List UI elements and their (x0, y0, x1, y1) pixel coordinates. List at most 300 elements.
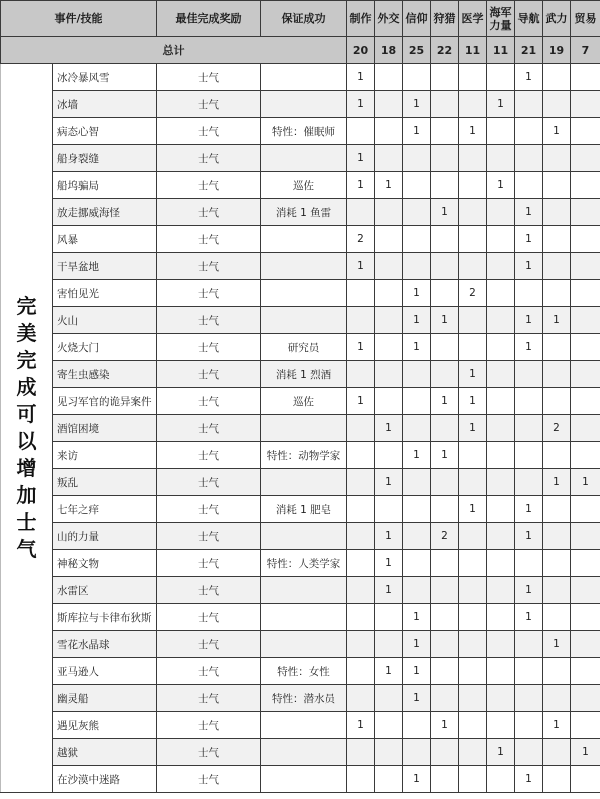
skill-value (543, 685, 571, 712)
skill-value (515, 685, 543, 712)
best-reward: 士气 (157, 172, 261, 199)
skill-value (543, 280, 571, 307)
skill-value: 1 (459, 496, 487, 523)
skill-value (375, 361, 403, 388)
skill-value: 1 (515, 523, 543, 550)
best-reward: 士气 (157, 334, 261, 361)
skill-value: 1 (375, 469, 403, 496)
header-event: 事件/技能 (1, 1, 157, 37)
table-row (1, 361, 600, 388)
skill-value (487, 550, 515, 577)
skill-value (347, 496, 375, 523)
skill-value (459, 226, 487, 253)
skill-value (571, 631, 600, 658)
skill-value (403, 172, 431, 199)
header-skill: 制作 (347, 1, 375, 37)
skill-value (543, 253, 571, 280)
skill-value: 1 (515, 577, 543, 604)
skill-value (543, 334, 571, 361)
total-value: 18 (375, 37, 403, 64)
skill-value (431, 550, 459, 577)
event-name: 在沙漠中迷路 (53, 766, 157, 793)
guarantee: 特性：潜水员 (261, 685, 347, 712)
skill-value (347, 658, 375, 685)
skill-value (403, 577, 431, 604)
skill-value (487, 415, 515, 442)
event-name: 见习军官的诡异案件 (53, 388, 157, 415)
skill-value: 1 (431, 199, 459, 226)
skill-value (543, 172, 571, 199)
skill-value (543, 199, 571, 226)
skill-value (459, 523, 487, 550)
best-reward: 士气 (157, 577, 261, 604)
guarantee: 研究员 (261, 334, 347, 361)
skill-value (487, 118, 515, 145)
skill-value (459, 712, 487, 739)
skill-value (431, 64, 459, 91)
skill-value (571, 172, 600, 199)
skill-value (543, 658, 571, 685)
skill-value (571, 334, 600, 361)
skill-value (431, 361, 459, 388)
table-row (1, 631, 600, 658)
guarantee: 特性：女性 (261, 658, 347, 685)
event-name: 病态心智 (53, 118, 157, 145)
header-reward: 最佳完成奖励 (157, 1, 261, 37)
skill-value (543, 388, 571, 415)
skill-value (347, 577, 375, 604)
skill-value (375, 631, 403, 658)
skill-value (347, 118, 375, 145)
event-name: 寄生虫感染 (53, 361, 157, 388)
skill-value (375, 604, 403, 631)
skill-value: 1 (403, 91, 431, 118)
skill-value (375, 712, 403, 739)
skill-value (403, 145, 431, 172)
skill-value (571, 496, 600, 523)
guarantee (261, 631, 347, 658)
skill-value (347, 604, 375, 631)
skill-value (403, 712, 431, 739)
header-skill: 导航 (515, 1, 543, 37)
best-reward: 士气 (157, 388, 261, 415)
skill-value (459, 334, 487, 361)
best-reward: 士气 (157, 658, 261, 685)
skill-value (375, 685, 403, 712)
event-name: 干旱盆地 (53, 253, 157, 280)
skill-value (571, 145, 600, 172)
skill-value: 1 (543, 307, 571, 334)
guarantee (261, 604, 347, 631)
skill-value (515, 118, 543, 145)
best-reward: 士气 (157, 253, 261, 280)
skill-value (459, 442, 487, 469)
event-name: 害怕见光 (53, 280, 157, 307)
skill-value (459, 469, 487, 496)
guarantee (261, 253, 347, 280)
event-name: 酒馆困境 (53, 415, 157, 442)
skill-value (543, 361, 571, 388)
table-row (1, 523, 600, 550)
skill-value (347, 280, 375, 307)
skill-value (487, 226, 515, 253)
skill-value (375, 91, 403, 118)
skill-value: 1 (571, 469, 600, 496)
event-name: 雪花水晶球 (53, 631, 157, 658)
skill-value (347, 307, 375, 334)
table-row (1, 199, 600, 226)
skill-value: 1 (543, 712, 571, 739)
table-row (1, 685, 600, 712)
best-reward: 士气 (157, 631, 261, 658)
best-reward: 士气 (157, 712, 261, 739)
header-skill: 贸易 (571, 1, 600, 37)
skill-value (515, 631, 543, 658)
table-row (1, 658, 600, 685)
skill-value (487, 334, 515, 361)
skill-value: 1 (403, 334, 431, 361)
table-row (1, 577, 600, 604)
skill-value: 1 (375, 550, 403, 577)
skill-value (487, 388, 515, 415)
skill-value: 1 (403, 766, 431, 793)
best-reward: 士气 (157, 361, 261, 388)
skill-value (571, 199, 600, 226)
skill-value (375, 307, 403, 334)
guarantee: 巡佐 (261, 172, 347, 199)
skill-value (431, 685, 459, 712)
skill-value (459, 172, 487, 199)
skill-value (571, 766, 600, 793)
skill-value: 1 (375, 172, 403, 199)
guarantee (261, 415, 347, 442)
skill-value (459, 307, 487, 334)
skill-value: 1 (375, 577, 403, 604)
skill-value (459, 91, 487, 118)
guarantee (261, 577, 347, 604)
best-reward: 士气 (157, 496, 261, 523)
best-reward: 士气 (157, 415, 261, 442)
best-reward: 士气 (157, 280, 261, 307)
skill-value: 1 (347, 388, 375, 415)
skill-value (459, 739, 487, 766)
skill-value: 1 (459, 415, 487, 442)
skill-value (543, 145, 571, 172)
guarantee (261, 145, 347, 172)
header-skill: 信仰 (403, 1, 431, 37)
skill-value: 1 (515, 496, 543, 523)
skill-value (543, 226, 571, 253)
best-reward: 士气 (157, 550, 261, 577)
skill-value (459, 658, 487, 685)
skill-value (375, 253, 403, 280)
table-row (1, 415, 600, 442)
skill-value (459, 577, 487, 604)
skill-value: 1 (543, 631, 571, 658)
skill-value (431, 604, 459, 631)
guarantee: 特性：催眠师 (261, 118, 347, 145)
skill-value: 1 (459, 388, 487, 415)
skill-value (487, 658, 515, 685)
skill-value (431, 226, 459, 253)
skill-value: 1 (515, 334, 543, 361)
total-value: 20 (347, 37, 375, 64)
header-row (1, 1, 600, 37)
skill-value (543, 442, 571, 469)
skill-value (403, 415, 431, 442)
skill-value (347, 442, 375, 469)
total-value: 11 (487, 37, 515, 64)
table-row (1, 91, 600, 118)
skill-value: 1 (487, 739, 515, 766)
table-row (1, 496, 600, 523)
skill-value (571, 415, 600, 442)
skill-value (487, 496, 515, 523)
total-value: 21 (515, 37, 543, 64)
skill-value (487, 307, 515, 334)
table-row (1, 739, 600, 766)
header-skill (487, 1, 515, 37)
event-name: 冰墙 (53, 91, 157, 118)
event-name: 船坞骗局 (53, 172, 157, 199)
best-reward: 士气 (157, 64, 261, 91)
best-reward: 士气 (157, 91, 261, 118)
skill-value: 1 (375, 415, 403, 442)
best-reward: 士气 (157, 604, 261, 631)
skill-value (347, 469, 375, 496)
skill-value (571, 307, 600, 334)
skill-value (543, 64, 571, 91)
skill-value: 1 (403, 442, 431, 469)
skill-value (571, 658, 600, 685)
event-name: 遇见灰熊 (53, 712, 157, 739)
event-name: 幽灵船 (53, 685, 157, 712)
skill-value (347, 523, 375, 550)
best-reward: 士气 (157, 685, 261, 712)
skill-value (375, 199, 403, 226)
skill-value: 1 (347, 91, 375, 118)
skill-value (347, 739, 375, 766)
skill-value: 1 (431, 712, 459, 739)
skill-value: 2 (347, 226, 375, 253)
skill-value (487, 712, 515, 739)
skill-value (403, 388, 431, 415)
skill-value (571, 712, 600, 739)
skill-value: 1 (431, 307, 459, 334)
skill-value (571, 118, 600, 145)
skill-value (487, 766, 515, 793)
header-skill-label: 海军力量 (489, 5, 512, 32)
skill-value (375, 280, 403, 307)
skill-value (515, 415, 543, 442)
event-name: 火山 (53, 307, 157, 334)
best-reward: 士气 (157, 199, 261, 226)
skill-value (487, 253, 515, 280)
skill-value: 1 (543, 469, 571, 496)
total-value: 11 (459, 37, 487, 64)
guarantee (261, 64, 347, 91)
skill-value (571, 577, 600, 604)
table-row (1, 388, 600, 415)
skill-value: 1 (515, 226, 543, 253)
skill-value (515, 658, 543, 685)
skill-value (543, 739, 571, 766)
skill-value (431, 496, 459, 523)
skill-value (515, 361, 543, 388)
skill-value (543, 496, 571, 523)
guarantee (261, 307, 347, 334)
skill-value (403, 64, 431, 91)
skill-value: 1 (403, 604, 431, 631)
skill-value (403, 226, 431, 253)
guarantee: 特性：动物学家 (261, 442, 347, 469)
skill-value: 1 (347, 334, 375, 361)
skill-value (487, 523, 515, 550)
skill-value (571, 226, 600, 253)
skill-value (543, 604, 571, 631)
skill-value (375, 334, 403, 361)
total-value: 22 (431, 37, 459, 64)
skill-value: 2 (459, 280, 487, 307)
event-name: 来访 (53, 442, 157, 469)
skill-value (459, 604, 487, 631)
skill-value: 1 (431, 388, 459, 415)
skill-value (403, 739, 431, 766)
skill-value (375, 64, 403, 91)
skill-value (487, 199, 515, 226)
skill-value (347, 199, 375, 226)
skill-value (403, 253, 431, 280)
skill-value (403, 496, 431, 523)
skill-value: 1 (515, 253, 543, 280)
event-name: 七年之痒 (53, 496, 157, 523)
guarantee (261, 280, 347, 307)
skill-value (403, 550, 431, 577)
skill-value: 1 (571, 739, 600, 766)
skill-value: 1 (515, 199, 543, 226)
skill-value (543, 550, 571, 577)
skill-value: 1 (515, 307, 543, 334)
skill-value (375, 118, 403, 145)
skill-value (375, 739, 403, 766)
skill-value: 1 (347, 172, 375, 199)
skill-value (515, 712, 543, 739)
header-skill: 武力 (543, 1, 571, 37)
skill-value (459, 766, 487, 793)
event-name: 船身裂缝 (53, 145, 157, 172)
skill-value: 1 (347, 64, 375, 91)
skill-value (347, 766, 375, 793)
skill-value (375, 226, 403, 253)
skill-value (515, 388, 543, 415)
guarantee: 巡佐 (261, 388, 347, 415)
skill-value (571, 253, 600, 280)
table-row (1, 145, 600, 172)
table-row (1, 64, 600, 91)
skill-value (431, 280, 459, 307)
skill-value (515, 442, 543, 469)
skill-value: 1 (431, 442, 459, 469)
skill-value: 1 (459, 118, 487, 145)
table-row (1, 307, 600, 334)
skill-value (431, 577, 459, 604)
skill-value: 1 (403, 685, 431, 712)
guarantee (261, 91, 347, 118)
table-row (1, 550, 600, 577)
event-name: 风暴 (53, 226, 157, 253)
skill-value (571, 361, 600, 388)
skill-value (515, 172, 543, 199)
skill-value (487, 442, 515, 469)
skill-value (487, 469, 515, 496)
best-reward: 士气 (157, 145, 261, 172)
skill-value: 1 (347, 712, 375, 739)
skill-value (571, 550, 600, 577)
skill-value: 1 (403, 118, 431, 145)
header-guarantee: 保证成功 (261, 1, 347, 37)
table-row (1, 334, 600, 361)
event-name: 亚马逊人 (53, 658, 157, 685)
guarantee (261, 226, 347, 253)
skill-value: 1 (403, 307, 431, 334)
skill-value (459, 253, 487, 280)
skill-value (487, 577, 515, 604)
skill-value (347, 550, 375, 577)
skill-value: 1 (515, 64, 543, 91)
skill-value (431, 415, 459, 442)
header-skill: 外交 (375, 1, 403, 37)
guarantee (261, 739, 347, 766)
table-row (1, 172, 600, 199)
table-row (1, 469, 600, 496)
skill-value: 1 (403, 658, 431, 685)
skill-value (459, 550, 487, 577)
skill-value (571, 388, 600, 415)
skill-value (375, 388, 403, 415)
skill-value (487, 64, 515, 91)
event-name: 山的力量 (53, 523, 157, 550)
guarantee: 消耗 1 肥皂 (261, 496, 347, 523)
skill-value: 1 (543, 118, 571, 145)
guarantee (261, 712, 347, 739)
best-reward: 士气 (157, 307, 261, 334)
skill-value: 1 (515, 604, 543, 631)
skill-value (375, 496, 403, 523)
table-row (1, 253, 600, 280)
event-name: 越狱 (53, 739, 157, 766)
guarantee (261, 766, 347, 793)
skill-value (571, 604, 600, 631)
skill-value (375, 766, 403, 793)
skill-value (431, 766, 459, 793)
skill-value: 2 (543, 415, 571, 442)
skill-value (459, 145, 487, 172)
skill-value (431, 118, 459, 145)
skill-value: 1 (487, 91, 515, 118)
event-name: 放走挪威海怪 (53, 199, 157, 226)
total-value: 7 (571, 37, 600, 64)
group-label: 完美完成可以增加士气 (16, 294, 37, 561)
table-row (1, 604, 600, 631)
best-reward: 士气 (157, 523, 261, 550)
skill-value: 1 (403, 631, 431, 658)
skill-value (431, 469, 459, 496)
skill-value: 1 (515, 766, 543, 793)
skill-value (543, 91, 571, 118)
skill-value: 1 (347, 253, 375, 280)
skill-value (459, 631, 487, 658)
total-row (1, 37, 600, 64)
